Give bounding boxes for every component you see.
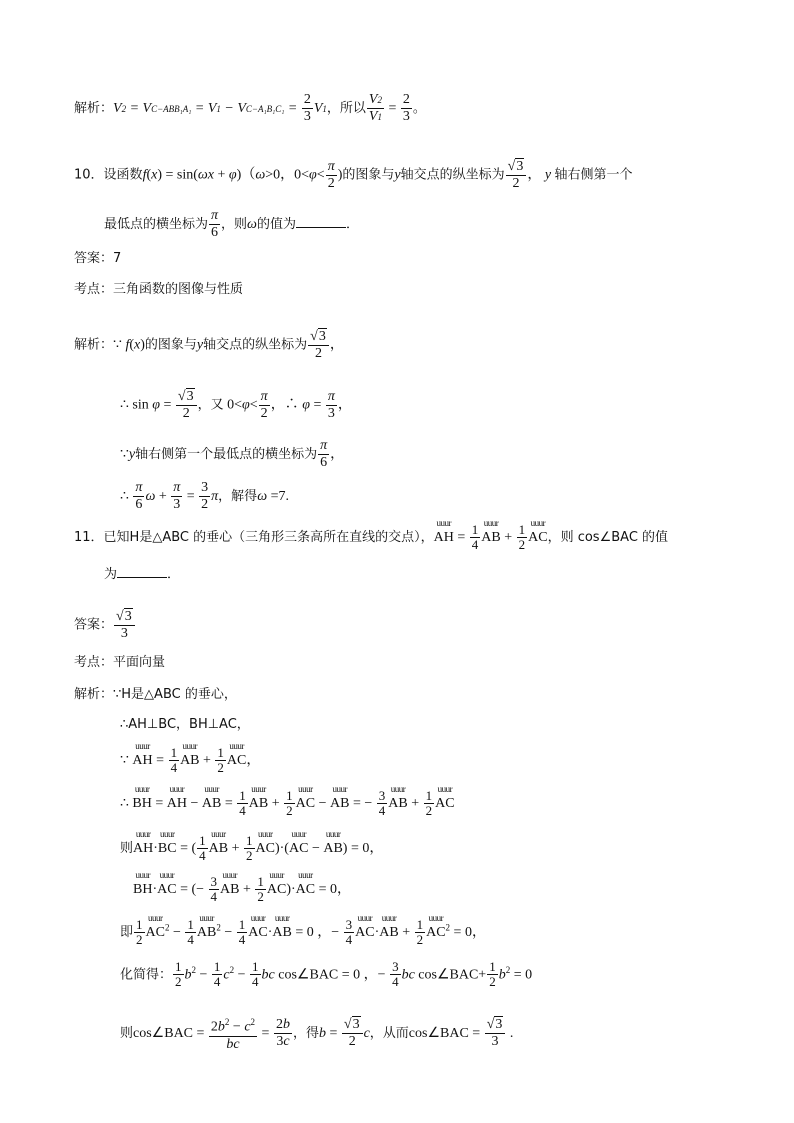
- fraction: $\frac{\pi}{6}$: [320, 438, 328, 470]
- q10-solution-line2: ∴ sin φ = $\frac{√3}{2}$ ，又 0<φ< $\frac{\pi}{2}$ ，∴ φ = $\frac{\pi}{3}$ ，: [120, 388, 352, 421]
- q11-solution-line7: 即 $\frac{1}{2}$ uuur $AC^2$ − $\frac{1}{4}$ uuur $AB^2$ − $\frac{1}{4}$ uuur AC· uuur AB = 0 ，− $\frac{3}{4}$ uuur AC· uuur AB + $\frac{1}{2}$ uuur $AC^2 = 0$，: [120, 913, 486, 947]
- answer-label: 答案：: [74, 617, 114, 633]
- formula: （ω>0，0<φ<: [241, 167, 325, 183]
- formula: V1: [313, 101, 327, 116]
- q11-answer: [74, 608, 136, 642]
- answer-value: 7: [113, 251, 122, 266]
- fraction: $\frac{\pi}{3}$: [327, 388, 335, 421]
- solution-label: 解析：: [74, 101, 114, 116]
- question-number: 10．: [74, 167, 104, 183]
- q11-solution-line3: ∵ uuur AH = $\frac{1}{4}$ uuur AB + $\frac{1}{2}$ uuur AC，: [120, 741, 261, 775]
- fraction: $\frac{√3}{2}$: [308, 328, 329, 362]
- q11-solution-line9: 则cos∠BAC = $\frac{2b^2 - c^2}{bc}$ = $\frac{2b}{3c}$ ，得b = $\frac{√3}{2}$ c，从而cos∠BAC = $\frac{√3}{3}$ .: [120, 1016, 514, 1052]
- text: ，所以: [326, 101, 366, 116]
- q11-solution-line8: 化简得： $\frac{1}{2}$ $b^2$ − $\frac{1}{4}$ $c^2$ − $\frac{1}{4}$ bc cos∠BAC = 0 ，− $\frac{3}{4}$ bc cos∠BAC+ $\frac{1}{2}$ $b^2 = 0$: [120, 959, 533, 990]
- answer-blank: [117, 565, 167, 578]
- q9-solution-line: 解析：V2 = VC−ABB₁A₁ = V1 − VC−A₁B₁C₁ = $\frac{2}{3}$ V1，所以 $\frac{V2}{V1}$ = $\frac{2}{3}$ 。: [74, 92, 426, 124]
- topic-value: 三角函数的图像与性质: [113, 282, 244, 297]
- solution-label: 解析：: [74, 337, 114, 353]
- q11-solution-line6: uuur BH· uuur AC = (− $\frac{3}{4}$ uuur AB + $\frac{1}{2}$ uuur AC)· uuur AC = 0，: [133, 870, 352, 904]
- topic-value: 平面向量: [113, 655, 166, 670]
- q10-solution-line3: ∵y轴右侧第一个最低点的横坐标为 $\frac{\pi}{6}$ ，: [120, 438, 345, 470]
- q10-answer: [74, 249, 121, 269]
- formula: V2 = VC−ABB₁A₁ = V1 − VC−A₁B₁C₁ =: [113, 101, 301, 116]
- fraction: $\frac{1}{4}$: [471, 522, 479, 552]
- fraction: $\frac{V2}{V1}$: [368, 92, 382, 124]
- formula: f(x) = sin(ωx + φ): [142, 167, 242, 183]
- q11-solution-line1: 解析：∵H是△ABC 的垂心，: [74, 687, 237, 702]
- q10-stem-line2: 最低点的横坐标为 $\frac{\pi}{6}$ ，则ω的值为 ．: [104, 208, 359, 240]
- fraction: $\frac{\pi}{6}$: [211, 208, 219, 240]
- q10-topic: [74, 280, 243, 300]
- fraction: $\frac{√3}{2}$: [176, 388, 197, 422]
- answer-blank: [296, 215, 346, 228]
- answer-label: 答案：: [74, 251, 114, 266]
- fraction: $\frac{1}{2}$: [518, 522, 526, 552]
- q10-solution-line1: 解析：∵ f(x)的图象与y轴交点的纵坐标为 $\frac{√3}{2}$ ，: [74, 329, 344, 361]
- solution-label: 解析：: [74, 687, 114, 702]
- answer-value: $\frac{√3}{3}$: [114, 608, 135, 642]
- topic-label: 考点：: [74, 655, 114, 670]
- fraction: $\frac{3}{2}$: [201, 480, 209, 512]
- fraction: $\frac{\pi}{2}$: [260, 388, 268, 421]
- fraction: $\frac{\pi}{6}$: [135, 480, 143, 512]
- q10-stem-line1: 10．设函数f(x) = sin(ωx + φ)（ω>0，0<φ< $\frac{\pi}{2}$ )的图象与y轴交点的纵坐标为 $\frac{√3}{2}$ ， y 轴右侧第一个: [74, 158, 633, 191]
- q11-solution-line5: 则 uuur AH· uuur BC = ( $\frac{1}{4}$ uuur AB + $\frac{1}{2}$ uuur AC)·( uuur AC − uuur AB) = 0，: [120, 829, 384, 863]
- topic-label: 考点：: [74, 282, 114, 297]
- fraction: $\frac{2}{3}$: [303, 92, 311, 124]
- q10-solution-line4: ∴ $\frac{\pi}{6}$ ω + $\frac{\pi}{3}$ = $\frac{3}{2}$ π，解得ω =7.: [120, 480, 289, 512]
- q11-solution-line2: ∴AH⊥BC，BH⊥AC，: [120, 717, 250, 732]
- fraction: $\frac{\pi}{2}$: [327, 158, 335, 191]
- q11-topic: [74, 653, 165, 673]
- question-number: 11．: [74, 530, 104, 545]
- vector-ah: uuur AH: [433, 518, 454, 545]
- q11-stem-line2: 为 ．: [104, 567, 181, 582]
- q11-solution-line4: ∴ uuur BH = uuur AH − uuur AB = $\frac{1}{4}$ uuur AB + $\frac{1}{2}$ uuur AC − uuur AB = − $\frac{3}{4}$ uuur AB + $\frac{1}{2}$ uuur AC: [120, 784, 455, 818]
- fraction: $\frac{2}{3}$: [402, 92, 410, 124]
- fraction: $\frac{√3}{2}$: [506, 158, 527, 192]
- fraction: $\frac{\pi}{3}$: [173, 480, 181, 512]
- q11-stem-line1: 11．已知H是△ABC 的垂心（三角形三条高所在直线的交点）， uuur AH = $\frac{1}{4}$ uuur AB + $\frac{1}{2}$ uuur AC，则 cos∠BAC 的值: [74, 518, 669, 552]
